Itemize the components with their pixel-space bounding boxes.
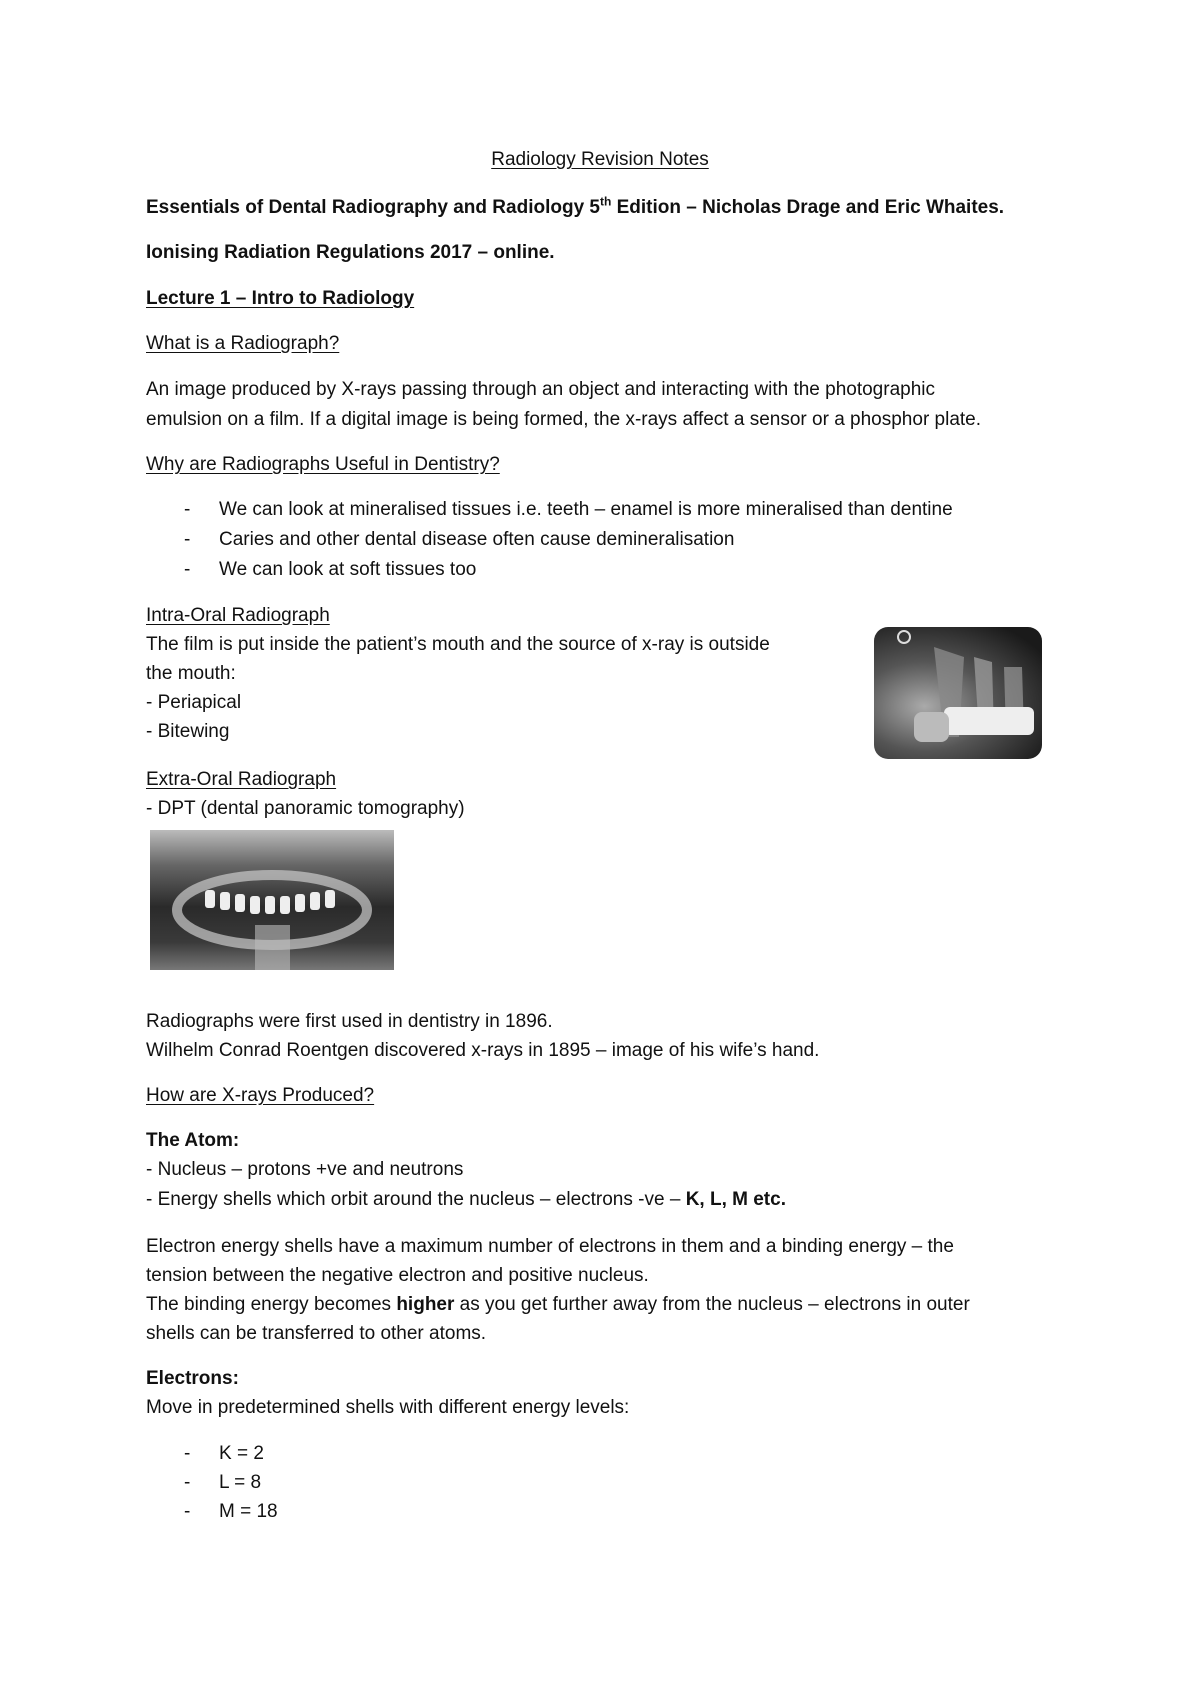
reference-edition-suffix: th: [599, 194, 612, 209]
paragraph-text: as you get further away from the nucleus – electrons in outer: [454, 1294, 970, 1315]
list-item: - DPT (dental panoramic tomography): [146, 798, 465, 819]
list-item: - Nucleus – protons +ve and neutrons: [146, 1159, 464, 1180]
reference-textbook: [146, 196, 1004, 220]
paragraph-line: An image produced by X-rays passing through an object and interacting with the photographic: [146, 379, 935, 400]
list-item: [146, 1188, 786, 1212]
periapical-radiograph-graphic: [874, 627, 1042, 759]
list-item: We can look at mineralised tissues i.e. teeth – enamel is more mineralised than dentine: [219, 499, 953, 520]
subheading-electrons: Electrons:: [146, 1368, 239, 1389]
list-item: K = 2: [219, 1443, 264, 1464]
reference-textbook-authors: Edition – Nicholas Drage and Eric Whaites.: [611, 197, 1005, 218]
section-heading-what-is-radiograph: What is a Radiograph?: [146, 333, 340, 354]
subheading-the-atom: The Atom:: [146, 1130, 240, 1151]
list-item-text: - Energy shells which orbit around the nucleus – electrons -ve –: [146, 1189, 686, 1210]
paragraph-line: Electron energy shells have a maximum number of electrons in them and a binding energy – the: [146, 1236, 954, 1257]
paragraph-line: emulsion on a film. If a digital image is being formed, the x-rays affect a sensor or a phosphor plate.: [146, 409, 982, 430]
bullet-dash: -: [184, 529, 191, 550]
paragraph-line: Wilhelm Conrad Roentgen discovered x-rays in 1895 – image of his wife’s hand.: [146, 1040, 820, 1061]
section-heading-intra-oral: Intra-Oral Radiograph: [146, 605, 330, 626]
periapical-radiograph-image: [874, 627, 1042, 759]
reference-textbook-title: Essentials of Dental Radiography and Radiology 5: [146, 197, 600, 218]
page-title: Radiology Revision Notes: [491, 149, 709, 170]
bullet-dash: -: [184, 1501, 191, 1522]
paragraph-text: The binding energy becomes: [146, 1294, 397, 1315]
list-item: - Bitewing: [146, 721, 230, 742]
list-item: We can look at soft tissues too: [219, 559, 477, 580]
list-item: L = 8: [219, 1472, 262, 1493]
paragraph-line: tension between the negative electron and positive nucleus.: [146, 1265, 649, 1286]
section-heading-xray-production: How are X-rays Produced?: [146, 1085, 375, 1106]
paragraph-line: the mouth:: [146, 663, 236, 684]
paragraph-bold-text: higher: [396, 1294, 455, 1315]
panoramic-radiograph-image: [150, 830, 394, 970]
paragraph-line: The film is put inside the patient’s mouth and the source of x-ray is outside: [146, 634, 770, 655]
lecture-heading: Lecture 1 – Intro to Radiology: [146, 288, 415, 309]
panoramic-radiograph-graphic: [150, 830, 394, 970]
paragraph-line: Move in predetermined shells with different energy levels:: [146, 1397, 630, 1418]
reference-regulations: Ionising Radiation Regulations 2017 – online.: [146, 242, 555, 263]
list-item: M = 18: [219, 1501, 278, 1522]
bullet-dash: -: [184, 499, 191, 520]
list-item: Caries and other dental disease often cause demineralisation: [219, 529, 735, 550]
paragraph-line: Radiographs were first used in dentistry in 1896.: [146, 1011, 553, 1032]
bullet-dash: -: [184, 559, 191, 580]
section-heading-why-useful: Why are Radiographs Useful in Dentistry?: [146, 454, 500, 475]
list-item-bold-text: K, L, M etc.: [685, 1189, 786, 1210]
paragraph-line: shells can be transferred to other atoms.: [146, 1323, 487, 1344]
section-heading-extra-oral: Extra-Oral Radiograph: [146, 769, 337, 790]
bullet-dash: -: [184, 1443, 191, 1464]
paragraph-line: [146, 1293, 970, 1317]
bullet-dash: -: [184, 1472, 191, 1493]
list-item: - Periapical: [146, 692, 242, 713]
